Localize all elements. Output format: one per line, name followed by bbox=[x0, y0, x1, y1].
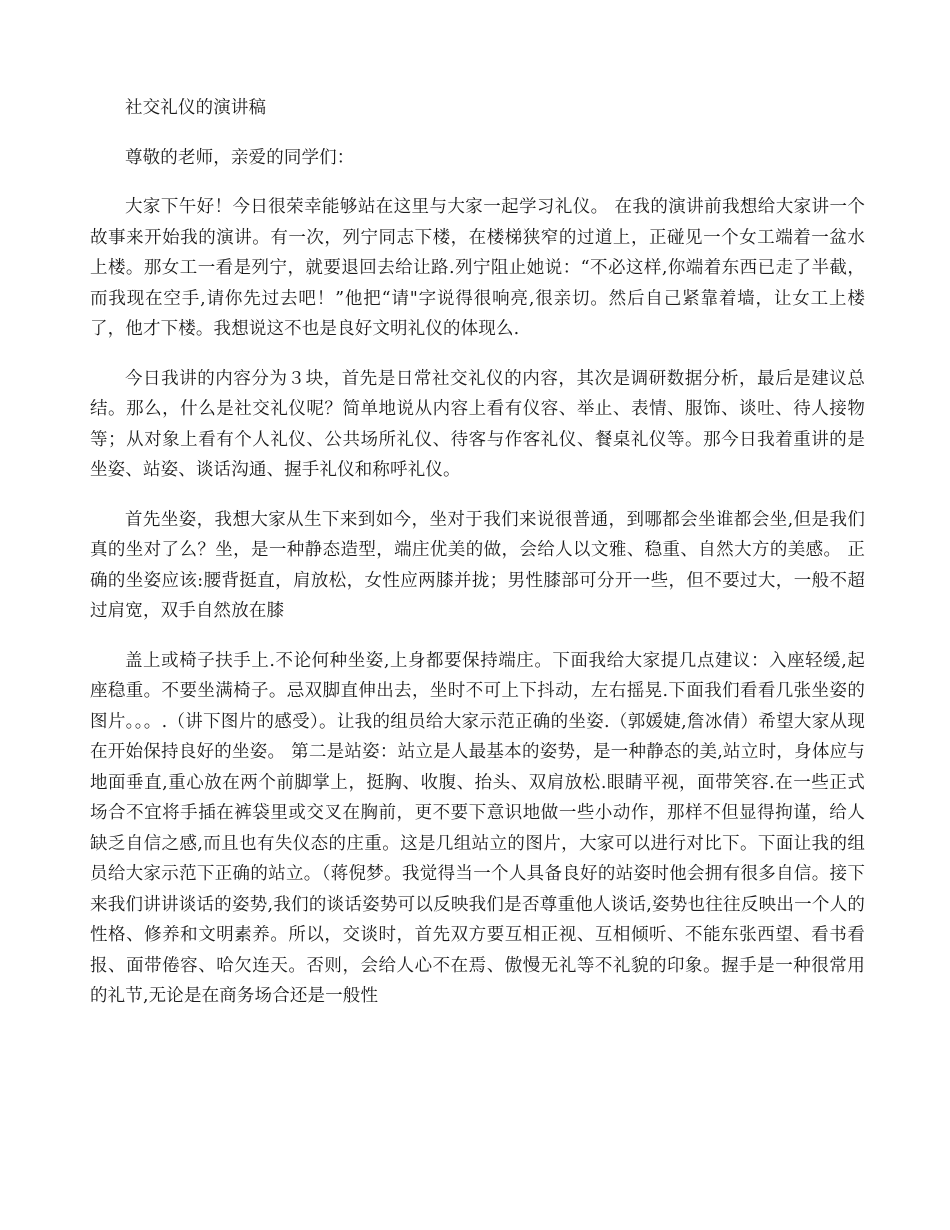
paragraph: 大家下午好！今日很荣幸能够站在这里与大家一起学习礼仪。 在我的演讲前我想给大家讲一个故事来开始我的演讲。有一次，列宁同志下楼，在楼梯狭窄的过道上，正碰见一个女工端着一盆水上楼。那女工一看是列宁，就要退回去给让路.列宁阻止她说：“不必这样,你端着东西已走了半截，而我现在空手,请你先过去吧！”他把“请"字说得很响亮,很亲切。然后自己紧靠着墙，让女工上楼了，他才下楼。我想说这不也是良好文明礼仪的体现么. bbox=[90, 197, 865, 339]
document-page bbox=[90, 93, 865, 1031]
salutation: 尊敬的老师，亲爱的同学们： bbox=[125, 147, 355, 168]
document-title: 社交礼仪的演讲稿 bbox=[125, 98, 267, 118]
paragraph: 首先坐姿，我想大家从生下来到如今，坐对于我们来说很普通，到哪都会坐谁都会坐,但是我们真的坐对了么？坐，是一种静态造型，端庄优美的做，会给人以文雅、稳重、自然大方的美感。 正确的坐姿应该:腰背挺直，肩放松，女性应两膝并拢；男性膝部可分开一些，但不要过大，一般不超过肩宽，双手自然放在膝 bbox=[90, 509, 865, 621]
paragraph: 盖上或椅子扶手上.不论何种坐姿,上身都要保持端庄。下面我给大家提几点建议：入座轻缓,起座稳重。不要坐满椅子。忌双脚直伸出去，坐时不可上下抖动，左右摇晃.下面我们看看几张坐姿的图片。。。.（讲下图片的感受）。让我的组员给大家示范正确的坐姿.（郭媛婕,詹冰倩）希望大家从现在开始保持良好的坐姿。 第二是站姿：站立是人最基本的姿势，是一种静态的美,站立时，身体应与地面垂直,重心放在两个前脚掌上，挺胸、收腹、抬头、双肩放松.眼睛平视，面带笑容.在一些正式场合不宜将手插在裤袋里或交叉在胸前，更不要下意识地做一些小动作，那样不但显得拘谨，给人缺乏自信之感,而且也有失仪态的庄重。这是几组站立的图片，大家可以进行对比下。下面让我的组员给大家示范下正确的站立。（蒋倪梦。我觉得当一个人具备良好的站姿时他会拥有很多自信。接下来我们讲讲谈话的姿势,我们的谈话姿势可以反映我们是否尊重他人谈话,姿势也往往反映出一个人的性格、修养和文明素养。所以，交谈时，首先双方要互相正视、互相倾听、不能东张西望、看书看报、面带倦容、哈欠连天。否则，会给人心不在焉、傲慢无礼等不礼貌的印象。握手是一种很常用的礼节,无论是在商务场合还是一般性 bbox=[90, 650, 865, 1006]
paragraph: 今日我讲的内容分为３块，首先是日常社交礼仪的内容，其次是调研数据分析，最后是建议总结。那么，什么是社交礼仪呢？简单地说从内容上看有仪容、举止、表情、服饰、谈吐、待人接物等；从对象上看有个人礼仪、公共场所礼仪、待客与作客礼仪、餐桌礼仪等。那今日我着重讲的是坐姿、站姿、谈话沟通、握手礼仪和称呼礼仪。 bbox=[90, 368, 865, 480]
